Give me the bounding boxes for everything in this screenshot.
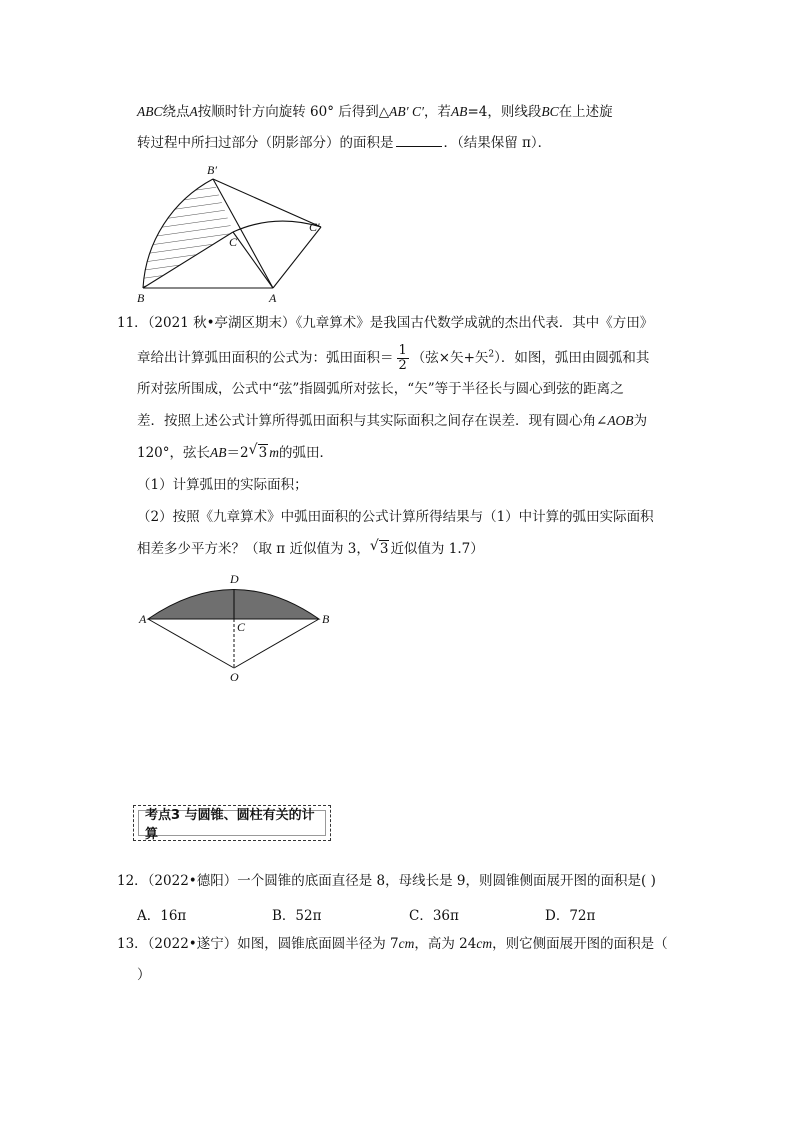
text-fragment: 在上述旋 xyxy=(558,104,613,120)
q12-choice-d[interactable]: D．72π xyxy=(545,908,596,924)
text-fragment: 的弧田． xyxy=(278,445,333,461)
q11-arc-field-figure xyxy=(135,570,335,685)
text-fragment: （弦×矢+矢 xyxy=(411,350,489,366)
label-o: O xyxy=(230,670,239,684)
radical-sign: √ xyxy=(248,442,258,458)
q11-sub-2-line-1 xyxy=(137,507,654,527)
unit-cm: cm xyxy=(398,936,415,951)
text-fragment: 按顺时针方向旋转 60° 后得到△ xyxy=(197,104,390,120)
question-source: （2021 秋•亭湖区期末） xyxy=(147,315,296,331)
text-fragment: 《九章算术》是我国古代数学成就的杰出代表．其中《方田》 xyxy=(295,315,654,331)
q11-line-4 xyxy=(137,411,647,431)
text-fragment: 13．（2022•遂宁）如图，圆锥底面圆半径为 7 xyxy=(117,936,399,952)
label-a: A xyxy=(269,291,277,305)
text-fragment: 为 xyxy=(633,413,648,429)
radicand: 3 xyxy=(379,541,389,557)
q11-line-3 xyxy=(137,379,624,399)
text-fragment: 12．（2022•德阳）一个圆锥的底面直径是 8，母线长是 9，则圆锥侧面展开图的面积是( ) xyxy=(117,873,656,889)
q11-line-5 xyxy=(137,443,333,463)
q12-choice-b[interactable]: B．52π xyxy=(272,908,322,924)
inner-arc xyxy=(233,221,321,232)
exponent: 2 xyxy=(488,349,495,360)
text-fragment: 转过程中所扫过部分（阴影部分）的面积是 xyxy=(137,135,394,151)
text-fragment: 所对弦所围成，公式中“弦”指圆弧所对弦长，“矢”等于半径长与圆心到弦的距离之 xyxy=(137,381,624,397)
segment-ca xyxy=(233,232,273,288)
label-d: D xyxy=(230,572,239,586)
text-fragment: 绕点 xyxy=(162,104,190,120)
segment-ab: AB xyxy=(450,104,468,119)
radius-ob xyxy=(234,619,319,668)
radicand: 3 xyxy=(258,445,268,461)
label-c: C xyxy=(229,235,238,249)
unit-cm: cm xyxy=(476,936,493,951)
segment-bc: BC xyxy=(541,104,559,119)
q12-choice-a[interactable]: A．16π xyxy=(137,908,187,924)
text-fragment: 差．按照上述公式计算所得弧田面积与其实际面积之间存在误差．现有圆心角∠ xyxy=(137,413,608,429)
triangle-abc: ABC xyxy=(137,104,163,119)
text-fragment: =4，则线段 xyxy=(467,104,542,120)
text-fragment: ．（结果保留 π）． xyxy=(443,135,552,151)
unit-m: m xyxy=(269,445,279,460)
text-fragment: 近似值为 1.7） xyxy=(390,541,484,557)
q12-line xyxy=(117,871,656,891)
sqrt-3 xyxy=(249,443,269,463)
q11-line-2 xyxy=(137,344,649,373)
fraction-denominator: 2 xyxy=(398,358,407,373)
q10-line-2 xyxy=(137,133,551,153)
section-3-label: 考点3 与圆锥、圆柱有关的计算 xyxy=(138,810,326,836)
q13-line-2 xyxy=(137,965,151,985)
text-fragment: 120°，弦长 xyxy=(137,445,211,461)
section-3-box xyxy=(133,805,331,841)
label-b: B xyxy=(322,612,330,626)
fraction-numerator: 1 xyxy=(398,343,407,358)
text-fragment: ） xyxy=(137,967,151,983)
text-fragment: （1）计算弧田的实际面积； xyxy=(137,477,308,493)
q12-choice-c[interactable]: C．36π xyxy=(409,908,459,924)
question-number: 11． xyxy=(117,315,148,331)
chord-ab: AB xyxy=(210,445,227,460)
text-fragment: 章给出计算弧田面积的公式为：弧田面积＝ xyxy=(137,350,394,366)
sqrt-3 xyxy=(370,539,390,559)
answer-blank xyxy=(396,134,442,147)
q11-line-1 xyxy=(117,313,653,333)
shaded-region xyxy=(143,179,233,288)
segment-b-prime-c-prime xyxy=(213,179,321,227)
fraction-one-half xyxy=(397,344,409,373)
text-fragment: ）．如图，弧田由圆弧和其 xyxy=(494,350,650,366)
q10-rotation-figure xyxy=(135,158,335,308)
text-fragment: （2）按照《九章算术》中弧田面积的公式计算所得结果与（1）中计算的弧田实际面积 xyxy=(137,509,654,525)
text-fragment: ，则它侧面展开图的面积是（ xyxy=(492,936,668,952)
label-b: B xyxy=(137,291,145,305)
text-fragment: ＝2 xyxy=(226,445,249,461)
label-b-prime: B′ xyxy=(207,163,217,177)
q11-sub-1 xyxy=(137,475,308,495)
text-fragment: 相差多少平方米？（取 π 近似值为 3， xyxy=(137,541,370,557)
q10-line-1 xyxy=(137,102,613,122)
q11-sub-2-line-2 xyxy=(137,539,484,559)
radical-sign: √ xyxy=(369,538,379,554)
label-a: A xyxy=(139,612,147,626)
angle-aob: AOB xyxy=(607,413,634,428)
radius-oa xyxy=(148,619,234,668)
text-fragment: ，若 xyxy=(423,104,451,120)
label-c: C xyxy=(237,620,246,634)
point-a: A xyxy=(189,104,198,119)
text-fragment: ，高为 24 xyxy=(414,936,477,952)
label-c-prime: C′ xyxy=(309,220,320,234)
q13-line-1 xyxy=(117,934,668,954)
rotated-triangle: AB′ C′ xyxy=(389,104,424,119)
segment-c-prime-a xyxy=(273,227,321,288)
